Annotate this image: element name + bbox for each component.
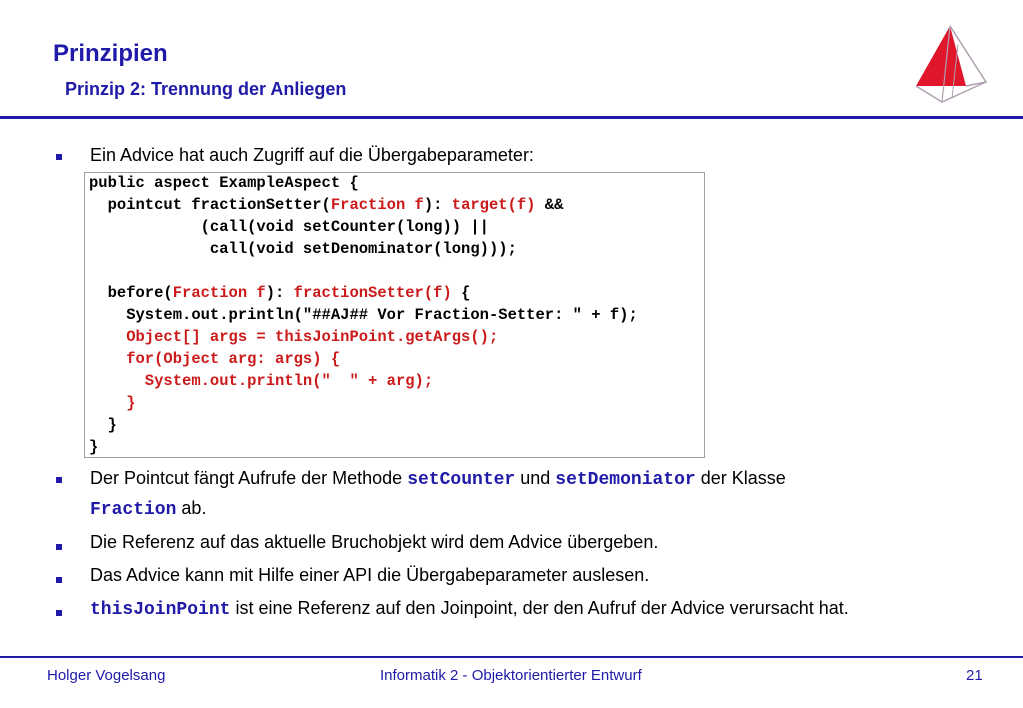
footer-divider <box>0 656 1023 658</box>
code-listing <box>89 172 638 458</box>
bullet-text: ist eine Referenz auf den Joinpoint, der den Aufruf der Advice verursacht hat. <box>230 598 849 618</box>
code-highlight-line: System.out.println(" " + arg); <box>89 372 434 390</box>
joinpoint-bullet-text <box>90 594 970 624</box>
code-line: ): <box>423 196 452 214</box>
bullet-marker <box>56 577 62 583</box>
code-line: && <box>535 196 564 214</box>
bullet-marker <box>56 477 62 483</box>
university-logo <box>912 24 992 106</box>
bullet-marker <box>56 610 62 616</box>
reference-bullet-text: Die Referenz auf das aktuelle Bruchobjekt wird dem Advice übergeben. <box>90 532 659 552</box>
slide-title: Prinzipien <box>53 40 168 67</box>
bullet-text: ab. <box>176 498 207 518</box>
code-line: before( <box>89 284 173 302</box>
page-number: 21 <box>966 667 983 684</box>
code-line: pointcut fractionSetter( <box>89 196 331 214</box>
bullet-text: Der Pointcut fängt Aufrufe der Methode <box>90 468 408 488</box>
footer-author: Holger Vogelsang <box>47 667 166 684</box>
intro-bullet-text: Ein Advice hat auch Zugriff auf die Übergabeparameter: <box>90 145 534 165</box>
code-highlight-line: Object[] args = thisJoinPoint.getArgs(); <box>89 328 499 346</box>
pointcut-bullet-text <box>90 464 990 524</box>
code-highlight-line: for(Object arg: args) { <box>89 350 341 368</box>
code-highlight-line: } <box>89 394 136 412</box>
footer-course: Informatik 2 - Objektorientierter Entwurf <box>380 667 642 684</box>
code-line: call(void setDenominator(long))); <box>89 240 517 258</box>
code-highlight: Fraction f <box>330 196 424 214</box>
inline-code: Fraction <box>90 500 177 520</box>
code-line: } <box>89 416 117 434</box>
bullet-text: und <box>515 468 556 488</box>
code-line: ): <box>265 284 294 302</box>
inline-code: thisJoinPoint <box>90 600 231 620</box>
bullet-text: der Klasse <box>695 468 786 488</box>
code-highlight: target(f) <box>451 196 536 214</box>
inline-code: setCounter <box>407 470 516 490</box>
code-line: { <box>451 284 471 302</box>
code-highlight: Fraction f <box>172 284 266 302</box>
code-highlight: fractionSetter(f) <box>293 284 452 302</box>
code-line: public aspect ExampleAspect { <box>89 174 359 192</box>
slide-subtitle: Prinzip 2: Trennung der Anliegen <box>65 79 347 99</box>
bullet-marker <box>56 544 62 550</box>
code-line: } <box>89 438 99 456</box>
inline-code: setDemoniator <box>555 470 696 490</box>
api-bullet-text: Das Advice kann mit Hilfe einer API die Übergabeparameter auslesen. <box>90 565 650 585</box>
code-line: (call(void setCounter(long)) || <box>89 218 489 236</box>
header-divider <box>0 116 1023 119</box>
code-line: System.out.println("##AJ## Vor Fraction-Setter: " + f); <box>89 306 638 324</box>
bullet-marker <box>56 154 62 160</box>
